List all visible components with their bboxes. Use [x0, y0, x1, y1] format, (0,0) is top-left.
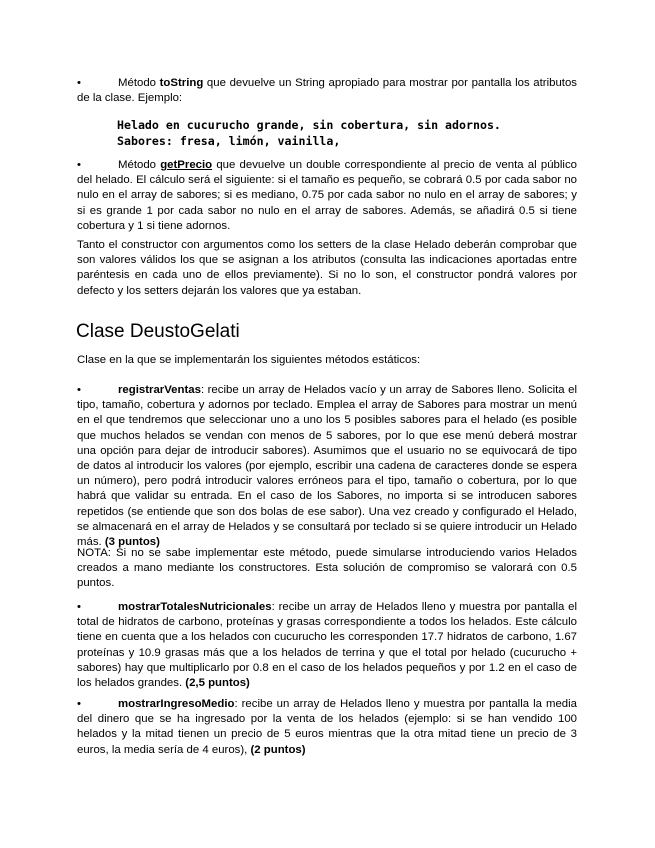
- mostrar-ingreso-method: mostrarIngresoMedio: [118, 698, 235, 710]
- tostring-paragraph: [77, 76, 577, 106]
- bullet: •: [77, 384, 81, 396]
- getprecio-intro: Método: [118, 159, 161, 171]
- section-title: Clase DeustoGelati: [76, 321, 240, 342]
- code-line-1: Helado en cucurucho grande, sin cobertura, sin adornos.: [117, 118, 501, 132]
- tostring-item: [77, 76, 577, 106]
- registrar-points: (3 puntos): [104, 536, 160, 549]
- constructor-note-text: Tanto el constructor con argumentos como los setters de la clase Helado deberán comprobar que son valores válidos los que se asignan a los atributos (consulta las indicaciones aportadas entre paréntesis en cada uno de ellos previamente). Si no lo son, el constructor pondrá valores por defecto y los setters dejarán los valores que ya estaban.: [77, 239, 577, 297]
- mostrar-ingreso-item: [77, 697, 577, 758]
- mostrar-ingreso-text: : recibe un array de Helados lleno y muestra por pantalla la media del dinero que se ha ingresado por la venta de los helados (ejemplo: si se han vendido 100 helados y la mitad tienen un precio de 5 euros mientras que la otra mitad tiene un precio de 3 euros, la media sería de 4 euros),: [77, 698, 577, 756]
- registrar-text: : recibe un array de Helados vacío y un array de Sabores lleno. Solicita el tipo, tamaño, cobertura y adornos por teclado. Emplea el array de Sabores para mostrar un menú en el que tendremos que seleccionar uno a uno los 5 posibles sabores para el helado (es posible que muchos helados se vendan con menos de 5 sabores, por lo que ese menú deberá mostrar una opción para dejar de introducir sabores). Asumimos que el usuario no se equivocará de tipo de datos al introducir los valores (por ejemplo, escribir una cadena de caracteres donde se espera un número), pero podrá introducir valores erróneos para el tipo, tamaño o cobertura, por lo que habrá que validar su entrada. En el caso de los Sabores, no importa si se introducen sabores repetidos (se entiende que son dos bolas de ese sabor). Una vez creado y configurado el Helado, se almacenará en el array de Helados y se consultará por teclado si se quiere introducir un Helado más.: [77, 384, 577, 549]
- mostrar-totales-method: mostrarTotalesNutricionales: [118, 601, 272, 613]
- getprecio-item: [77, 158, 577, 234]
- mostrar-ingreso-points: (2 puntos): [250, 743, 306, 756]
- code-line-2: Sabores: fresa, limón, vainilla,: [117, 133, 341, 148]
- mostrar-totales-text: : recibe un array de Helados lleno y muestra por pantalla el total de hidratos de carbono, proteínas y grasas correspondiente a todos los helados. Este cálculo tiene en cuenta que a los helados con cucurucho les corresponden 17.7 hidratos de carbono, 1.67 proteínas y 10.9 grasas más que a los helados de terrina y que el total por helado (cucurucho + sabores) hay que multiplicarlo por 0.8 en el caso de los helados pequeños y por 1.2 en el caso de los helados grandes.: [77, 601, 577, 690]
- getprecio-paragraph: [77, 158, 577, 234]
- section-intro-text: Clase en la que se implementarán los siguientes métodos estáticos:: [77, 354, 421, 366]
- mostrar-ingreso-paragraph: [77, 697, 577, 758]
- getprecio-text: que devuelve un double correspondiente al precio de venta al público del helado. El cálculo será el siguiente: si el tamaño es pequeño, se cobrará 0.5 por cada sabor no nulo en el array de sabores; si es mediano, 0.75 por cada sabor no nulo en el array de sabores; y si es grande 1 por cada sabor no nulo en el array de sabores. Además, se añadirá 0.5 si tiene cobertura y 1 si tiene adornos.: [77, 159, 577, 232]
- bullet: •: [77, 698, 81, 710]
- tostring-method: toString: [159, 77, 204, 89]
- registrar-paragraph: [77, 383, 577, 550]
- mostrar-totales-points: (2,5 puntos): [185, 677, 250, 690]
- nota: [77, 546, 577, 592]
- mostrar-totales-item: [77, 600, 577, 691]
- registrar-item: [77, 383, 577, 550]
- bullet: •: [77, 77, 81, 89]
- nota-text: NOTA: Si no se sabe implementar este método, puede simularse introduciendo varios Helados creados a mano mediante los constructores. Esta solución de compromiso se valorará con 0.5 puntos.: [77, 547, 577, 590]
- section-intro: [77, 353, 577, 368]
- tostring-intro: Método: [118, 77, 160, 89]
- tostring-text: que devuelve un String apropiado para mostrar por pantalla los atributos de la clase. Ejemplo:: [77, 77, 577, 105]
- constructor-note: [77, 238, 577, 299]
- bullet: •: [77, 601, 81, 613]
- bullet: •: [77, 159, 81, 171]
- getprecio-method: getPrecio: [160, 159, 213, 171]
- code-example: [117, 118, 501, 149]
- registrar-method: registrarVentas: [118, 384, 201, 396]
- mostrar-totales-paragraph: [77, 600, 577, 691]
